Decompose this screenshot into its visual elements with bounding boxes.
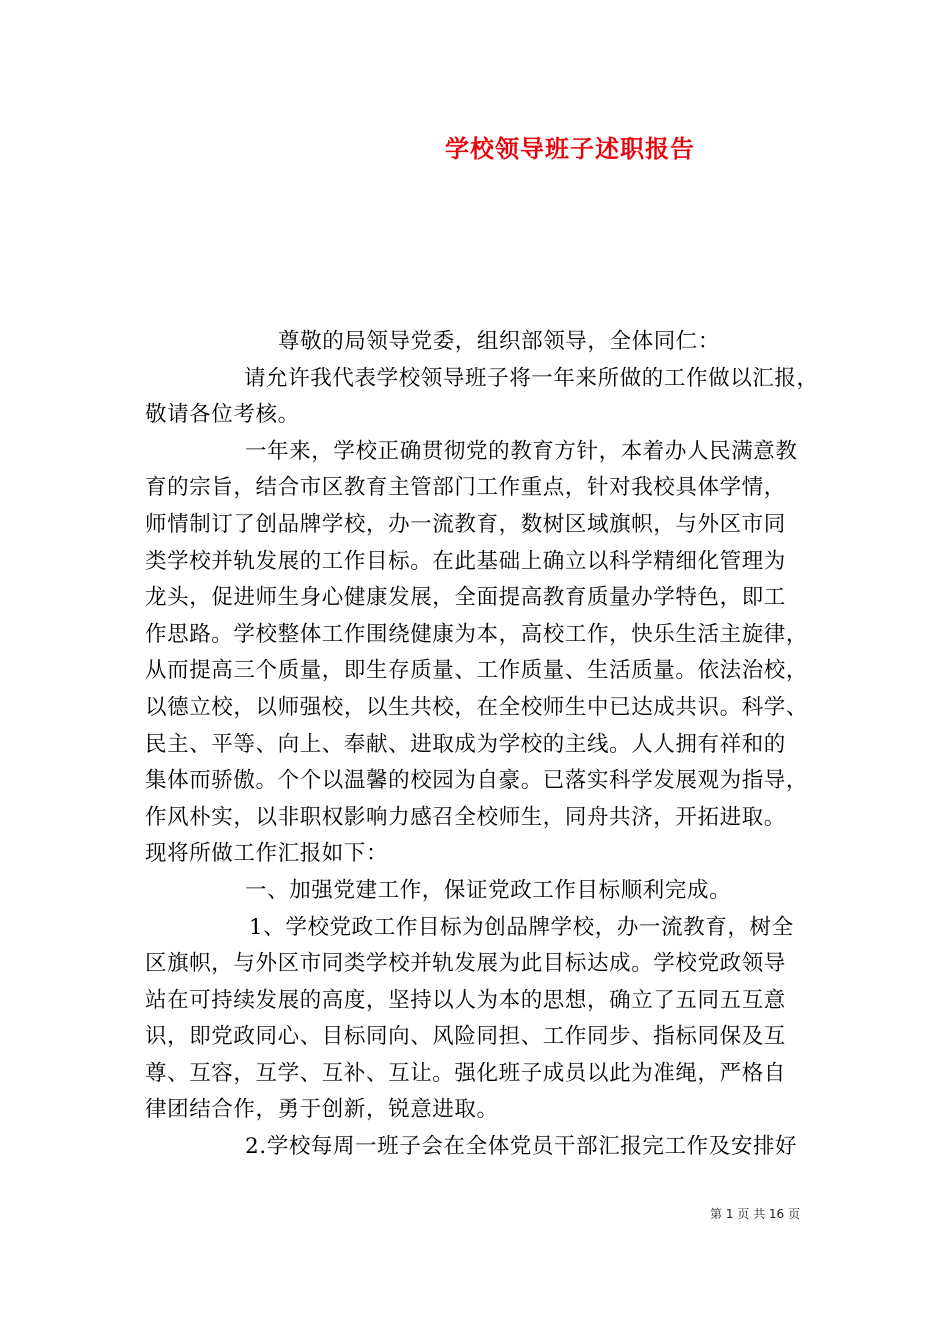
paragraph-line: 育的宗旨，结合市区教育主管部门工作重点，针对我校具体学情， [145,475,786,501]
paragraph-line: 请允许我代表学校领导班子将一年来所做的工作做以汇报， [244,365,819,391]
paragraph-line: 龙头，促进师生身心健康发展，全面提高教育质量办学特色，即工 [145,585,786,611]
paragraph-line: 以德立校，以师强校，以生共校，在全校师生中已达成共识。科学、 [145,694,809,720]
salutation-line: 尊敬的局领导党委，组织部领导，全体同仁： [278,329,721,354]
paragraph-line: 站在可持续发展的高度，坚持以人为本的思想，确立了五同五互意 [145,987,786,1013]
paragraph-line: 律团结合作，勇于创新，锐意进取。 [145,1097,499,1123]
paragraph-line: 民主、平等、向上、奉献、进取成为学校的主线。人人拥有祥和的 [145,731,786,757]
document-title: 学校领导班子述职报告 [445,134,695,163]
section-heading: 一、加强党建工作，保证党政工作目标顺利完成。 [245,877,732,903]
document-body [145,324,819,1166]
paragraph-line: 从而提高三个质量，即生存质量、工作质量、生活质量。依法治校， [145,658,809,684]
paragraph-line: 作思路。学校整体工作围绕健康为本，高校工作，快乐生活主旋律， [145,621,809,647]
paragraph-line: 集体而骄傲。个个以温馨的校园为自豪。已落实科学发展观为指导， [145,768,809,794]
numbered-item-line: 1、学校党政工作目标为创品牌学校，办一流教育，树全 [249,914,794,940]
paragraph-line: 师情制订了创品牌学校，办一流教育，数树区域旗帜，与外区市同 [145,511,786,537]
paragraph-line: 一年来，学校正确贯彻党的教育方针，本着办人民满意教 [245,438,798,464]
paragraph-line: 敬请各位考核。 [145,402,300,428]
paragraph-line: 作风朴实，以非职权影响力感召全校师生，同舟共济，开拓进取。 [145,804,786,830]
paragraph-line: 类学校并轨发展的工作目标。在此基础上确立以科学精细化管理为 [145,548,786,574]
paragraph-line: 现将所做工作汇报如下： [145,841,389,867]
paragraph-line: 区旗帜，与外区市同类学校并轨发展为此目标达成。学校党政领导 [145,951,786,977]
paragraph-line: 尊、互容，互学、互补、互让。强化班子成员以此为准绳，严格自 [145,1060,786,1086]
paragraph-line: 识，即党政同心、目标同向、风险同担、工作同步、指标同保及互 [145,1024,786,1050]
numbered-item-line: 2.学校每周一班子会在全体党员干部汇报完工作及安排好 [245,1134,798,1160]
page-number-footer: 第 1 页 共 16 页 [710,1207,800,1221]
